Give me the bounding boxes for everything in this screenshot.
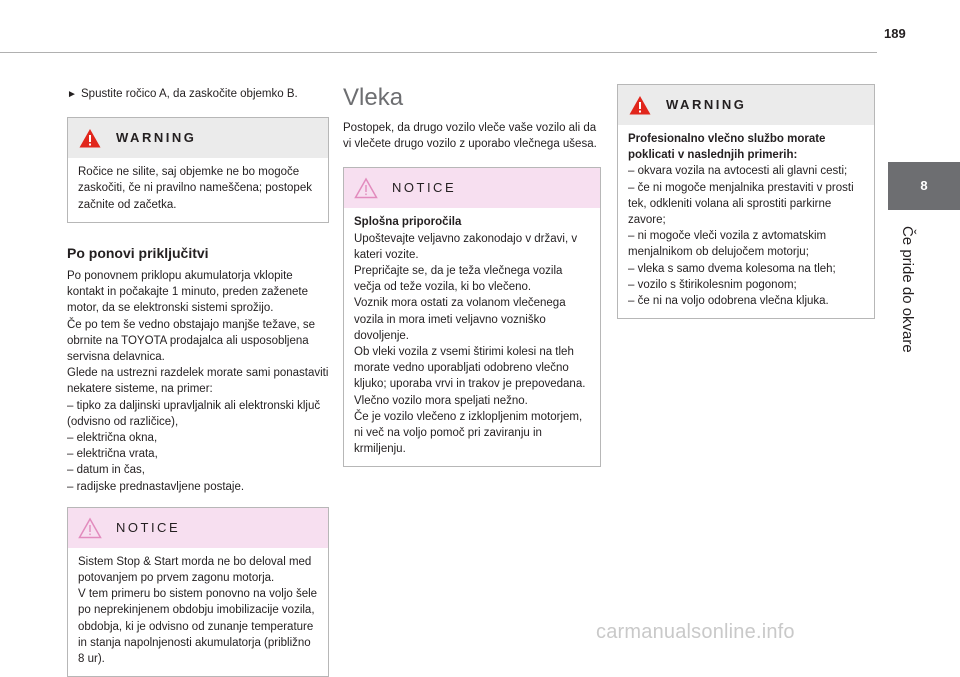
column-left xyxy=(67,78,329,677)
notice-text: Upoštevajte veljavno zakonodajo v državi, v kateri vozite. xyxy=(354,232,578,261)
warning-title: WARNING xyxy=(116,130,197,146)
notice-text: Voznik mora ostati za volanom vlečenega vozila in mora imeti veljavno vozniško dovoljenje. xyxy=(354,297,566,342)
notice-text: Ob vleki vozila z vsemi štirimi kolesi na tleh morate vedno uporabljati odobreno vlečno kljuko; uporaba vrvi in trakov je prepovedana. xyxy=(354,346,586,391)
list-item: – ni mogoče vleči vozila z avtomatskim menjalnikom ob delujočem motorju; xyxy=(628,230,827,259)
body-line: Če po tem še vedno obstajajo manjše težave, se obrnite na TOYOTA prodajalca ali usposobljena servisna delavnica. xyxy=(67,318,316,364)
page-number: 189 xyxy=(884,26,906,41)
warning-triangle-icon xyxy=(78,127,102,149)
section-heading: Po ponovi priključitvi xyxy=(67,244,209,261)
notice-triangle-icon xyxy=(78,517,102,539)
notice-title: NOTICE xyxy=(116,519,181,535)
warning-subtitle: Profesionalno vlečno službo morate poklicati v naslednjih primerih: xyxy=(628,133,826,162)
warning-box xyxy=(617,84,875,319)
list-item: – datum in čas, xyxy=(67,464,145,477)
body-line: Glede na ustrezni razdelek morate sami ponastaviti nekatere sisteme, na primer: xyxy=(67,367,329,396)
list-item: – električna okna, xyxy=(67,432,158,445)
notice-box xyxy=(343,167,601,467)
section-title: Vleka xyxy=(343,84,404,111)
arrow-right-icon: ► xyxy=(67,89,77,100)
list-item: – če ni mogoče menjalnika prestaviti v prosti tek, odkleniti volana ali sprostiti parkirne zavore; xyxy=(628,181,854,227)
warning-title: WARNING xyxy=(666,96,747,112)
list-item: – tipko za daljinski upravljalnik ali elektronski ključ (odvisno od različice), xyxy=(67,399,321,428)
instruction-step xyxy=(67,86,329,103)
list-item: – električna vrata, xyxy=(67,448,158,461)
warning-triangle-icon xyxy=(628,94,652,116)
warning-text: Ročice ne silite, saj objemke ne bo mogoče zaskočiti, če ni pravilno nameščena; postopek začnite od začetka. xyxy=(78,166,312,211)
list-item: – vozilo s štirikolesnim pogonom; xyxy=(628,278,797,291)
warning-header xyxy=(68,118,328,158)
notice-header xyxy=(68,508,328,548)
column-middle xyxy=(343,78,601,467)
chapter-title-text: Če pride do okvare xyxy=(899,226,916,353)
notice-text: V tem primeru bo sistem ponovno na voljo šele po neprekinjenem obdobju imobilizacije vozila, obdobja, ki je odvisno od zunanje temperature in stanja napolnjenosti akumulatorja (približno 8 ur). xyxy=(78,588,318,666)
notice-header xyxy=(344,168,600,208)
list-item: – če ni na voljo odobrena vlečna kljuka. xyxy=(628,295,829,308)
watermark: carmanualsonline.info xyxy=(596,621,795,643)
instruction-text: Spustite ročico A, da zaskočite objemko B. xyxy=(81,88,298,100)
body-line: Po ponovnem priklopu akumulatorja vklopite kontakt in počakajte 1 minuto, preden zaženete motor, da se elektronski sistemi sprožijo. xyxy=(67,270,309,315)
list-item: – okvara vozila na avtocesti ali glavni cesti; xyxy=(628,165,848,178)
chapter-tab[interactable]: 8 xyxy=(888,162,960,210)
notice-box xyxy=(67,507,329,677)
column-right xyxy=(617,70,875,319)
notice-subtitle: Splošna priporočila xyxy=(354,216,462,229)
header-divider xyxy=(0,52,877,53)
intro-text: Postopek, da drugo vozilo vleče vaše vozilo ali da vi vlečete drugo vozilo z uporabo vlečnega ušesa. xyxy=(343,122,597,151)
list-item: – radijske prednastavljene postaje. xyxy=(67,480,245,493)
notice-text: Vlečno vozilo mora speljati nežno. xyxy=(354,394,528,407)
chapter-title xyxy=(896,226,916,366)
notice-text: Prepričajte se, da je teža vlečnega vozila večja od teže vozila, ki bo vlečeno. xyxy=(354,265,563,294)
warning-box xyxy=(67,117,329,223)
list-item: – vleka s samo dvema kolesoma na tleh; xyxy=(628,262,836,275)
notice-text: Če je vozilo vlečeno z izklopljenim motorjem, ni več na voljo pomoč pri zaviranju in krmiljenju. xyxy=(354,410,583,456)
notice-title: NOTICE xyxy=(392,180,457,196)
notice-triangle-icon xyxy=(354,177,378,199)
warning-header xyxy=(618,85,874,125)
notice-text: Sistem Stop & Start morda ne bo deloval med potovanjem po prvem zagonu motorja. xyxy=(78,555,312,585)
